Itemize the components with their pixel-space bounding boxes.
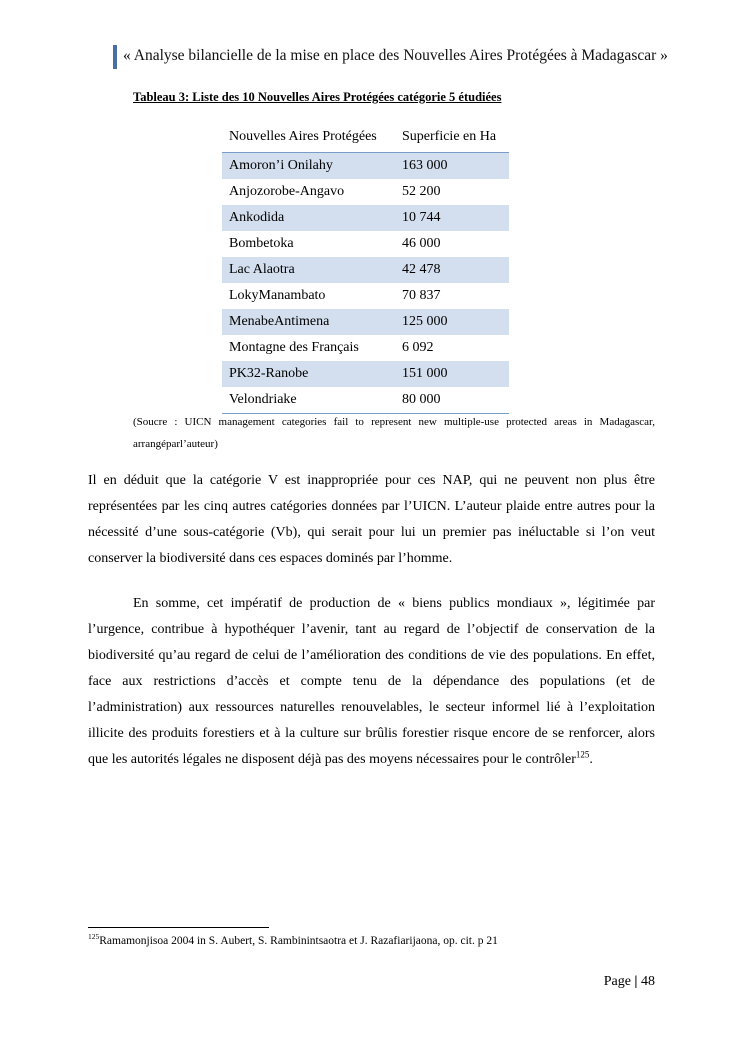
header-accent-bar (113, 45, 117, 69)
cell-area: 6 092 (402, 340, 434, 355)
cell-area: 52 200 (402, 184, 441, 199)
paragraph-2-end: . (589, 752, 593, 767)
page-separator: | (634, 974, 638, 989)
cell-area: 80 000 (395, 387, 509, 414)
cell-name: Ankodida (222, 205, 395, 231)
table-row (222, 257, 509, 283)
cell-area: 10 744 (395, 205, 509, 231)
cell-area: 46 000 (402, 236, 441, 251)
table-row (222, 283, 509, 309)
table-row (222, 153, 509, 180)
body-paragraph-1: Il en déduit que la catégorie V est inappropriée pour ces NAP, qui ne peuvent non plus être représentées par les cinq autres catégories données par l’UICN. L’auteur plaide entre autres pour la nécessité d’une sous-catégorie (Vb), qui serait pour lui un premier pas inéluctable si l’on veut conserver la biodiversité dans ces espaces dominés par l’homme. (88, 473, 655, 566)
footnote (88, 932, 498, 947)
footnote-reference[interactable]: 125 (575, 749, 590, 760)
footnote-text: Ramamonjisoa 2004 in S. Aubert, S. Rambinintsaotra et J. Razafiarijaona, op. cit. p 21 (99, 934, 498, 947)
cell-area: 42 478 (395, 257, 509, 283)
table-row (222, 309, 509, 335)
cell-name: Bombetoka (229, 236, 294, 251)
footnote-number: 125 (88, 932, 100, 941)
cell-name: PK32-Ranobe (222, 361, 395, 387)
header-title: « Analyse bilancielle de la mise en place des Nouvelles Aires Protégées à Madagascar » (123, 47, 668, 64)
table-caption: Tableau 3: Liste des 10 Nouvelles Aires Protégées catégorie 5 étudiées (133, 90, 502, 104)
table-row (222, 205, 509, 231)
table-row (222, 179, 509, 205)
body-paragraph-2 (88, 591, 655, 773)
paragraph-2-text: En somme, cet impératif de production de « biens publics mondiaux », légitimée par l’urgence, contribue à hypothéquer l’avenir, tant au regard de l’objectif de conservation de la biodiversité qu’au regard de celui de l’amélioration des conditions de vie des populations. En effet, face aux restrictions d’accès et compte tenu de la dépendance des populations (et de l’administration) aux ressources naturelles renouvelables, le secteur informel lié à l’exploitation illicite des produits forestiers et à la culture sur brûlis forestier risque encore de se renforcer, alors que les autorités légales ne disposent déjà pas des moyens nécessaires pour le contrôler (88, 596, 655, 767)
cell-name: Anjozorobe-Angavo (229, 184, 345, 199)
page-label: Page (603, 974, 631, 989)
table-row (222, 387, 509, 414)
page-number-value: 48 (641, 974, 655, 989)
table-row (222, 361, 509, 387)
cell-name: Montagne des Français (229, 340, 359, 355)
cell-name: Amoron’i Onilahy (222, 153, 395, 180)
table-header-row (222, 122, 509, 153)
protected-areas-table (222, 122, 509, 414)
running-header (113, 43, 673, 71)
cell-name: LokyManambato (229, 288, 326, 303)
page-number (604, 974, 655, 990)
cell-name: Lac Alaotra (222, 257, 395, 283)
table-row (222, 231, 509, 257)
column-header-name: Nouvelles Aires Protégées (222, 122, 395, 153)
table-source-note: (Soucre : UICN management categories fail to represent new multiple-use protected areas in Madagascar, arrangéparl’auteur) (133, 416, 655, 450)
column-header-area: Superficie en Ha (395, 122, 509, 153)
cell-name: Velondriake (222, 387, 395, 414)
cell-area: 70 837 (402, 288, 441, 303)
footnote-separator (88, 927, 269, 928)
cell-name: MenabeAntimena (222, 309, 395, 335)
table-row (222, 335, 509, 361)
cell-area: 151 000 (395, 361, 509, 387)
cell-area: 163 000 (395, 153, 509, 180)
cell-area: 125 000 (395, 309, 509, 335)
